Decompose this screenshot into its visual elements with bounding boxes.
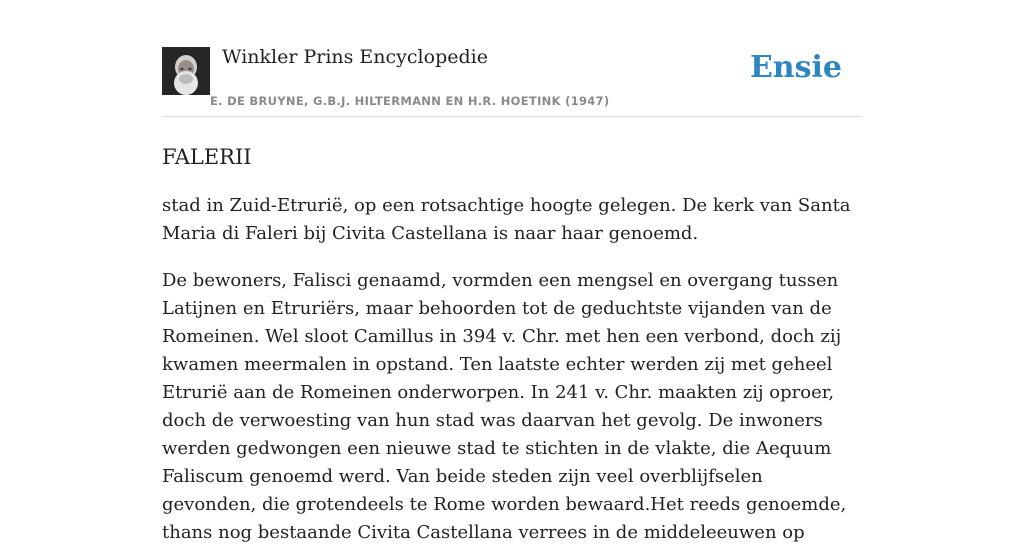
author-avatar[interactable] <box>162 47 210 95</box>
content-container <box>162 0 862 547</box>
source-header <box>162 0 862 117</box>
brand-logo[interactable]: Ensie <box>749 50 842 85</box>
entry-paragraph: stad in Zuid-Etrurië, op een rotsachtige hoogte gelegen. De kerk van Santa Maria di Faleri bij Civita Castellana is naar haar genoemd. <box>162 195 851 244</box>
source-title[interactable]: Winkler Prins Encyclopedie <box>222 46 488 68</box>
source-authors: E. DE BRUYNE, G.B.J. HILTERMANN EN H.R. HOETINK (1947) <box>210 94 610 108</box>
entry-title: FALERII <box>162 145 252 169</box>
entry-paragraph: De bewoners, Falisci genaamd, vormden een mengsel en overgang tussen Latijnen en Etruriërs, maar behoorden tot de geduchtste vijanden van de Romeinen. Wel sloot Camillus in 394 v. Chr. met hen een verbond, doch zij kwamen meermalen in opstand. Ten laatste echter werden zij met geheel Etrurië aan de Romeinen onderworpen. In 241 v. Chr. maakten zij oproer, doch de verwoesting van hun stad was daarvan het gevolg. De inwoners werden gedwongen een nieuwe stad te stichten in de vlakte, die Aequum Faliscum genoemd werd. Van beide steden zijn veel overblijfselen gevonden, die grotendeels te Rome worden bewaard.Het reeds genoemde, thans nog bestaande Civita Castellana verrees in de middeleeuwen op <box>162 270 847 543</box>
author-portrait-image <box>162 47 210 95</box>
